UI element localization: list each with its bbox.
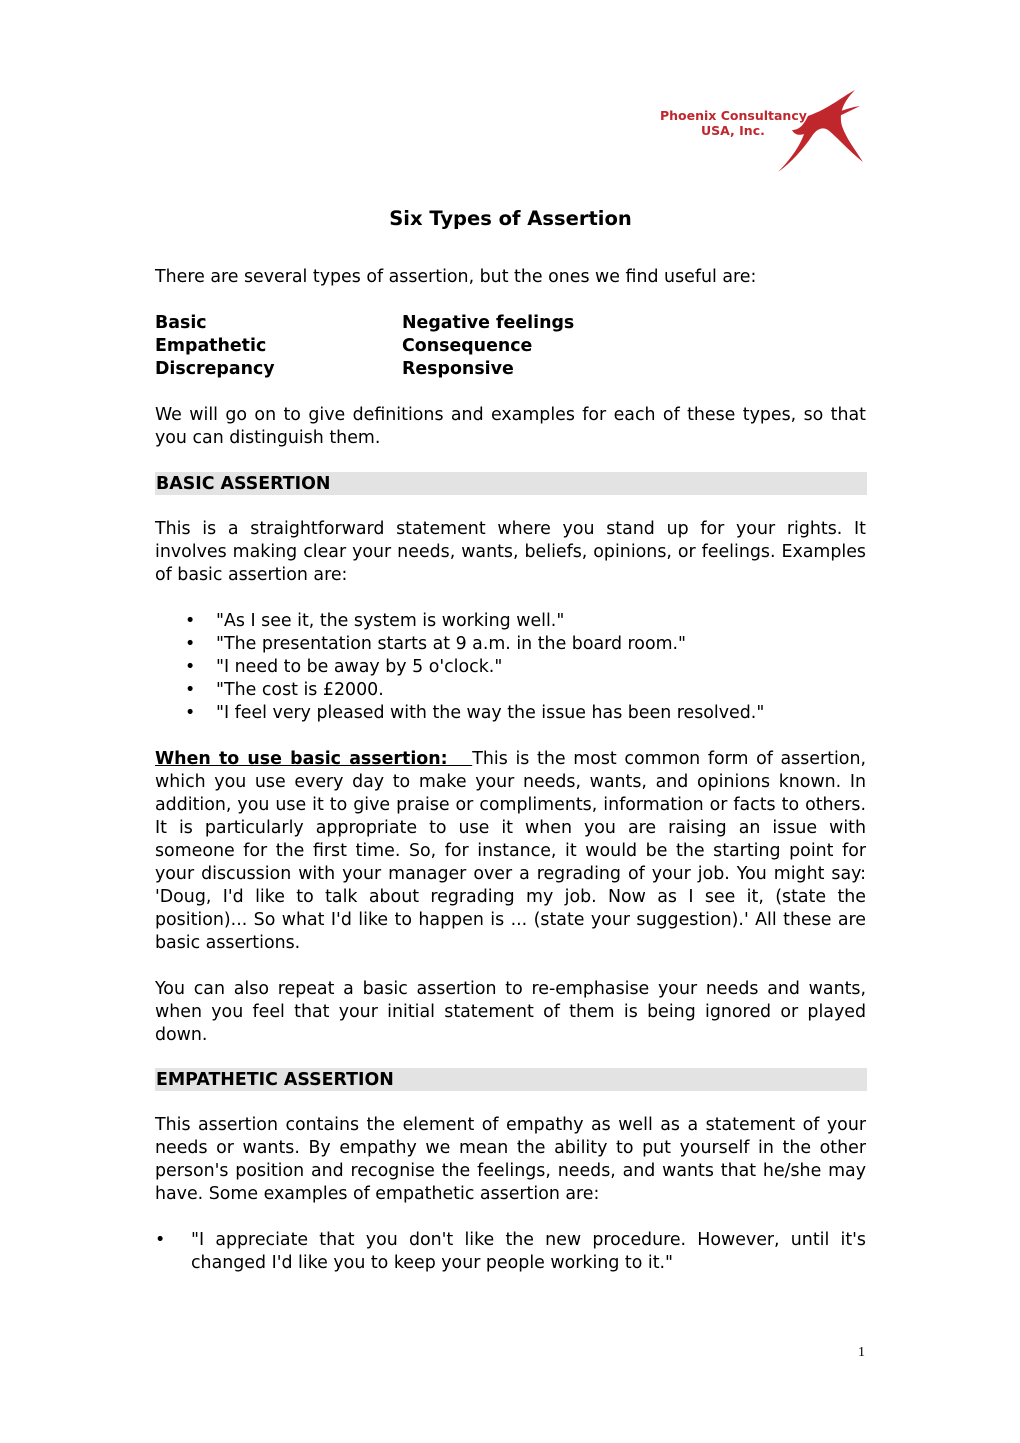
- type-item: Responsive: [402, 359, 514, 379]
- basic-description: This is a straightforward statement where you stand up for your rights. It involves making clear your needs, wants, beliefs, opinions, or feelings. Examples of basic assertion are:: [155, 519, 866, 585]
- list-item: • "I feel very pleased with the way the issue has been resolved.": [155, 702, 866, 725]
- list-item: • "I need to be away by 5 o'clock.": [155, 656, 866, 679]
- empathetic-assertion-heading: EMPATHETIC ASSERTION: [155, 1068, 867, 1091]
- type-item: Basic: [155, 313, 207, 333]
- phoenix-bird-icon: [720, 86, 870, 176]
- basic-assertion-heading: BASIC ASSERTION: [155, 472, 867, 495]
- basic-examples-list: [155, 610, 866, 725]
- empathetic-description: This assertion contains the element of empathy as well as a statement of your needs or wants. By empathy we mean the ability to put yourself in the other person's position and recognise the feelings, needs, and wants that he/she may have. Some examples of empathetic assertion are:: [155, 1115, 866, 1204]
- label-spacer: [448, 749, 473, 769]
- logo-line-1: Phoenix Consultancy: [660, 108, 807, 123]
- page-number: 1: [858, 1345, 865, 1360]
- list-item: • "The cost is £2000.: [155, 679, 866, 702]
- empathetic-examples-list: [155, 1229, 866, 1275]
- when-to-use-text: This is the most common form of assertion, which you use every day to make your needs, wants, and opinions known. In addition, you use it to give praise or compliments, information or facts to others. It is particularly appropriate to use it when you are raising an issue with someone for the first time. So, for instance, it would be the starting point for your discussion with your manager over a regrading of your job. You might say: 'Doug, I'd like to talk about regrading my job. Now as I see it, (state the position)... So what I'd like to happen is ... (state your suggestion).' All these are basic assertions.: [155, 749, 866, 953]
- types-note-paragraph: We will go on to give definitions and examples for each of these types, so that you can distinguish them.: [155, 405, 866, 448]
- when-to-use-paragraph: [155, 748, 866, 955]
- type-item: Consequence: [402, 336, 533, 356]
- list-item: • "The presentation starts at 9 a.m. in the board room.": [155, 633, 866, 656]
- list-item: • "I appreciate that you don't like the new procedure. However, until it's changed I'd like you to keep your people working to it.": [155, 1229, 866, 1275]
- list-item: • "As I see it, the system is working well.": [155, 610, 866, 633]
- type-item: Discrepancy: [155, 359, 275, 379]
- type-item: Empathetic: [155, 336, 267, 356]
- logo-line-2: USA, Inc.: [701, 123, 765, 138]
- type-item: Negative feelings: [402, 313, 575, 333]
- when-to-use-label: When to use basic assertion:: [155, 749, 448, 769]
- page-title: Six Types of Assertion: [389, 207, 632, 230]
- intro-paragraph: There are several types of assertion, but the ones we find useful are:: [155, 267, 757, 287]
- repeat-paragraph: You can also repeat a basic assertion to re-emphasise your needs and wants, when you feel that your initial statement of them is being ignored or played down.: [155, 979, 866, 1045]
- company-logo: [660, 86, 870, 176]
